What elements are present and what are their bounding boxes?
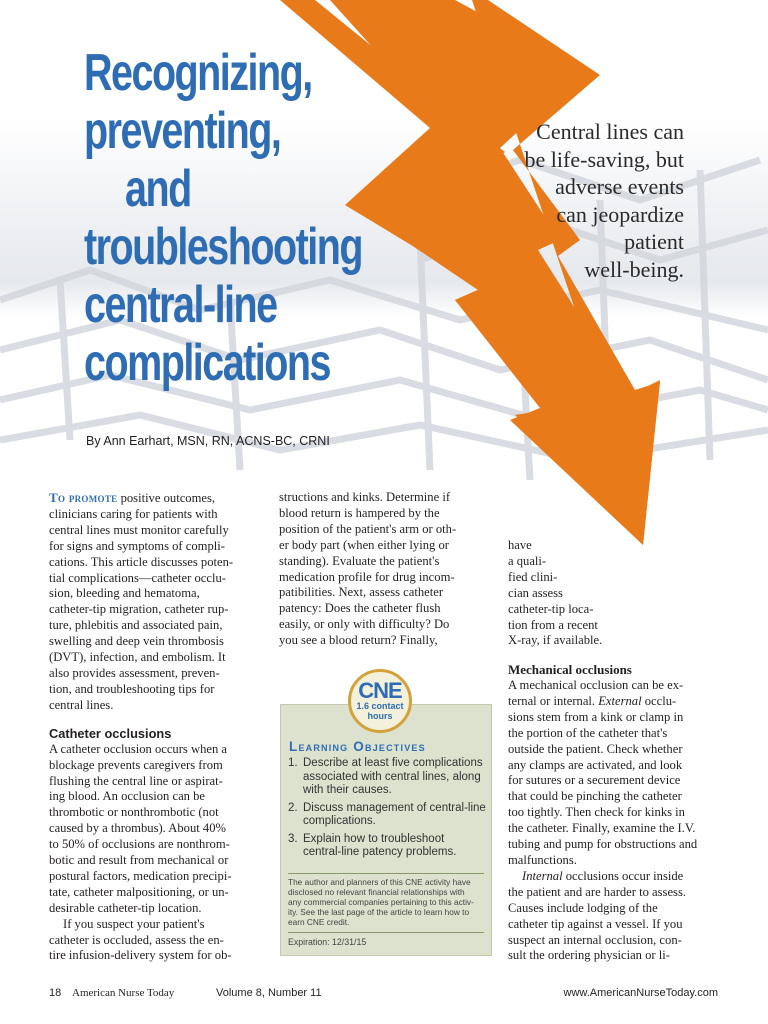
- title-line: complications: [84, 334, 330, 392]
- text-line: desirable catheter-tip location.: [49, 900, 202, 915]
- text-line: blood return is hampered by the: [279, 505, 440, 520]
- emphasis-internal: Internal: [522, 868, 563, 883]
- text-line: thrombotic or nonthrombotic (not: [49, 805, 219, 820]
- objective-item: [288, 757, 488, 798]
- text-line: sion, bleeding and hematoma,: [49, 586, 200, 601]
- divider: [288, 873, 484, 874]
- disclosure-line: The author and planners of this CNE activity have: [288, 877, 471, 887]
- text-line: tubing and pump for obstructions and: [508, 837, 698, 852]
- title-line: central-line: [84, 276, 277, 334]
- text-line: central lines must monitor carefully: [49, 522, 229, 537]
- magazine-name: American Nurse Today: [72, 987, 175, 999]
- text-line: clinicians caring for patients with: [49, 506, 218, 521]
- cne-badge-hours-unit: hours: [367, 710, 393, 721]
- text-line: botic and result from mechanical or: [49, 853, 229, 868]
- pull-quote-line: Central lines can: [536, 119, 684, 144]
- text-line: for signs and symptoms of compli-: [49, 538, 225, 553]
- text-line: catheter-tip loca-: [508, 601, 594, 616]
- learning-objectives-title: Learning Objectives: [289, 739, 426, 754]
- expiration-date: Expiration: 12/31/15: [288, 937, 367, 947]
- text-line: also provides assessment, preven-: [49, 665, 220, 680]
- website-url: www.AmericanNurseToday.com: [563, 987, 718, 999]
- objective-line: Explain how to troubleshoot: [303, 832, 445, 845]
- text-line: for sutures or a securement device: [508, 773, 681, 788]
- objective-line: central-line patency problems.: [303, 846, 457, 858]
- text-line: patibilities. Next, assess catheter: [279, 585, 444, 600]
- text-line: A mechanical occlusion can be ex-: [508, 678, 684, 692]
- objective-item: [288, 802, 488, 829]
- lead-in: To promote: [49, 490, 118, 505]
- text-line: caused by a thrombus). About 40%: [49, 821, 226, 836]
- text-line: ing blood. An occlusion can be: [49, 789, 205, 804]
- disclosure-line: any commercial companies pertaining to this activ-: [288, 897, 474, 907]
- text-line: er body part (when either lying or: [279, 537, 449, 552]
- text-line: standing). Evaluate the patient's: [279, 553, 440, 568]
- text-line: a quali-: [508, 553, 547, 568]
- text-line: any clamps are activated, and look: [508, 757, 683, 772]
- text-line: easily, or only with difficulty? Do: [279, 617, 450, 632]
- text-line: patency: Does the catheter flush: [279, 601, 441, 616]
- title-line: Recognizing,: [84, 44, 312, 102]
- text-line: tate, catheter malpositioning, or un-: [49, 884, 229, 899]
- text-line: too tightly. Then check for kinks in: [508, 805, 685, 820]
- column-3-top: [508, 538, 723, 649]
- cne-badge-label: CNE: [358, 678, 402, 703]
- divider: [288, 932, 484, 933]
- text-line: postural factors, medication precipi-: [49, 868, 232, 883]
- text-line: the portion of the catheter that's: [508, 725, 668, 740]
- column-3: [508, 662, 723, 964]
- page-number: 18: [49, 987, 62, 999]
- pull-quote-line: can jeopardize: [556, 201, 684, 227]
- byline: By Ann Earhart, MSN, RN, ACNS-BC, CRNI: [86, 434, 330, 448]
- text-line: catheter is occluded, assess the en-: [49, 932, 224, 947]
- objective-item: [288, 833, 488, 860]
- text-fragment: occlusions occur inside: [562, 868, 684, 883]
- text-line: ture, phlebitis and associated pain,: [49, 618, 223, 633]
- text-line: tion from a recent: [508, 617, 598, 632]
- disclosure-line: disclosed no relevant financial relationships with: [288, 887, 465, 897]
- disclosure-line: ity. See the last page of the article to learn how to: [288, 907, 470, 917]
- disclosure-line: earn CNE credit.: [288, 917, 350, 927]
- learning-objectives-box: [280, 701, 492, 956]
- text-line: If you suspect your patient's: [63, 916, 205, 931]
- text-line: malfunctions.: [508, 852, 577, 867]
- text-line: ternal or internal.: [508, 693, 599, 708]
- text-line: medication profile for drug incom-: [279, 569, 455, 584]
- title-line: troubleshooting: [84, 218, 362, 276]
- cne-badge: [348, 669, 412, 733]
- text-line: Causes include lodging of the: [508, 900, 658, 915]
- objective-number: 3.: [288, 832, 298, 845]
- text-line: cian assess: [508, 585, 563, 600]
- text-line: flushing the central line or aspirat-: [49, 773, 223, 788]
- objective-number: 2.: [288, 801, 298, 814]
- text-line: that could be pinching the catheter: [508, 789, 682, 804]
- text-line: the catheter. Finally, examine the I.V.: [508, 821, 696, 836]
- section-heading-mechanical-occlusions: Mechanical occlusions: [508, 662, 632, 677]
- text-line: structions and kinks. Determine if: [279, 490, 451, 504]
- text-line: central lines.: [49, 697, 114, 712]
- pull-quote-line: adverse events: [555, 174, 684, 199]
- text-line: outside the patient. Check whether: [508, 741, 683, 756]
- objective-line: associated with central lines, along: [303, 770, 481, 783]
- text-line: X-ray, if available.: [508, 633, 603, 648]
- text-line: to 50% of occlusions are nonthrom-: [49, 837, 230, 852]
- section-heading-catheter-occlusions: Catheter occlusions: [49, 725, 172, 741]
- text-line: fied clini-: [508, 569, 558, 584]
- pull-quote: [424, 118, 684, 283]
- title-line: and: [125, 160, 191, 218]
- text-line: suspect an internal occlusion, con-: [508, 932, 682, 947]
- article-title: [84, 44, 362, 392]
- text-line: tire infusion-delivery system for ob-: [49, 948, 232, 963]
- disclosure-text: [288, 877, 488, 927]
- text-line: the patient and are harder to assess.: [508, 884, 686, 899]
- title-line: preventing,: [84, 102, 281, 160]
- text-line: tial complications—catheter occlu-: [49, 570, 226, 585]
- pull-quote-line: well-being.: [584, 256, 684, 282]
- text-line: have: [508, 538, 532, 552]
- text-line: you see a blood return? Finally,: [279, 633, 438, 648]
- text-line: catheter tip against a vessel. If you: [508, 916, 683, 931]
- text-line: positive outcomes,: [117, 491, 216, 505]
- text-line: (DVT), infection, and embolism. It: [49, 650, 226, 665]
- objective-line: Discuss management of central-line: [303, 801, 486, 814]
- pull-quote-line: patient: [624, 229, 684, 254]
- text-line: A catheter occlusion occurs when a: [49, 741, 227, 756]
- text-line: position of the patient's arm or oth-: [279, 521, 457, 536]
- text-line: cations. This article discusses poten-: [49, 554, 234, 569]
- text-line: swelling and deep vein thrombosis: [49, 634, 224, 649]
- objective-line: complications.: [303, 815, 376, 827]
- pull-quote-line: be life-saving, but: [524, 146, 684, 172]
- text-line: catheter-tip migration, catheter rup-: [49, 602, 229, 617]
- text-line: sions stem from a kink or clamp in: [508, 709, 684, 724]
- objectives-list: [288, 757, 488, 864]
- text-line: blockage prevents caregivers from: [49, 757, 223, 772]
- text-fragment: occlu-: [641, 693, 677, 708]
- text-line: tion, and troubleshooting tips for: [49, 681, 215, 696]
- objective-line: with their causes.: [303, 784, 392, 796]
- objective-number: 1.: [288, 757, 298, 769]
- text-line: sult the ordering physician or li-: [508, 948, 670, 963]
- column-1: [49, 490, 264, 964]
- column-2: [279, 490, 494, 649]
- volume-issue: Volume 8, Number 11: [216, 987, 322, 999]
- emphasis-external: External: [598, 693, 642, 708]
- objective-line: Describe at least five complications: [303, 757, 483, 769]
- cne-badge-hours: 1.6 contact: [356, 701, 404, 711]
